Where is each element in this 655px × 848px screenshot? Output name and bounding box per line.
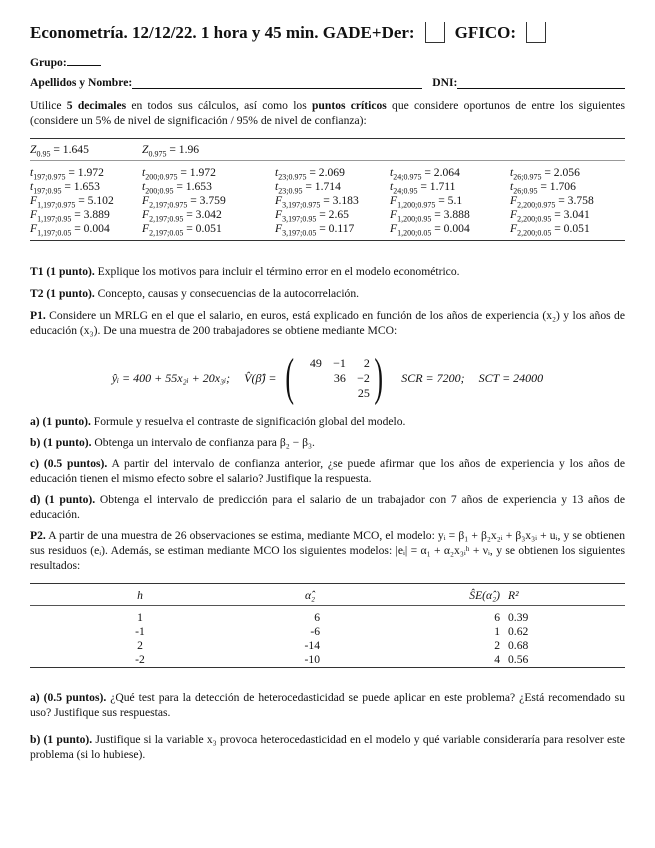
table-cell: 0.62: [508, 624, 529, 638]
table-cell: 4: [494, 652, 500, 666]
critical-value: $F_{3,197;0.975} = 3.183$: [275, 194, 359, 210]
critical-value: $t_{26;0.95} = 1.706$: [510, 180, 576, 196]
group-label: Grupo:: [30, 56, 67, 69]
critical-values-row: [30, 166, 625, 180]
header-r2: R²: [508, 588, 519, 602]
header-se: ŜE(α̂₂): [469, 588, 500, 602]
critical-value: $F_{3,197;0.95} = 2.65$: [275, 208, 349, 224]
title-text: Econometría. 12/12/22. 1 hora y 45 min. GADE+Der:: [30, 22, 415, 42]
matrix-cell: −1: [333, 355, 346, 370]
z-values-row: [30, 143, 625, 157]
table-cell: 6: [494, 610, 500, 624]
table-cell: -1: [135, 624, 145, 638]
table-cell: 6: [314, 610, 320, 624]
critical-value: $F_{2,197;0.05} = 0.051$: [142, 222, 222, 238]
critical-values-row: [30, 194, 625, 208]
matrix-cell: [298, 386, 322, 401]
critical-values-row: [30, 180, 625, 194]
matrix-cell: 2: [363, 355, 370, 370]
table-row: [30, 638, 625, 652]
name-label: Apellidos y Nombre:: [30, 76, 133, 89]
critical-value: $F_{1,197;0.95} = 3.889$: [30, 208, 110, 224]
p1-question-c: c) (0.5 puntos). A partir del intervalo de confianza anterior, ¿se puede afirmar que los años de experiencia y los años de educación tienen el mismo efecto sobre el salario? Justifique la respuesta.: [30, 457, 625, 485]
sct-value: SCT = 24000: [478, 370, 544, 385]
critical-value: $Z_{0.975} = 1.96$: [142, 143, 200, 159]
matrix-cell: 36: [333, 370, 346, 385]
critical-value: $t_{200;0.95} = 1.653$: [142, 180, 212, 196]
matrix-cell: −2: [357, 370, 370, 385]
table-mid-rule: [30, 160, 625, 161]
table-row: [30, 652, 625, 666]
gfico-label: GFICO:: [454, 22, 516, 42]
group-field: [30, 53, 625, 69]
table-cell: 1: [494, 624, 500, 638]
critical-value: $t_{24;0.95} = 1.711$: [390, 180, 456, 196]
critical-value: $t_{24;0.975} = 2.064$: [390, 166, 460, 182]
critical-value: $F_{2,200;0.05} = 0.051$: [510, 222, 590, 238]
p2-table-mid-rule: [30, 605, 625, 606]
p2-question-b: b) (1 punto). Justifique si la variable x₃ provoca heterocedasticidad en el modelo y qué variable consideraría para resolver este problema (si lo hubiese).: [30, 733, 626, 761]
critical-value: $F_{1,197;0.05} = 0.004$: [30, 222, 110, 238]
p2-table-bottom-rule: [30, 667, 625, 668]
critical-value: $F_{2,197;0.95} = 3.042$: [142, 208, 222, 224]
dni-blank[interactable]: [457, 76, 625, 89]
critical-value: $F_{1,200;0.95} = 3.888$: [390, 208, 470, 224]
table-cell: -2: [135, 652, 145, 666]
header-alpha2: α̂₂: [304, 588, 316, 602]
critical-value: $F_{3,197;0.05} = 0.117$: [275, 222, 355, 238]
table-row: [30, 610, 625, 624]
critical-value: $F_{2,200;0.975} = 3.758$: [510, 194, 594, 210]
critical-values-row: [30, 222, 625, 236]
name-field: [30, 76, 625, 89]
problem-p2: P2. A partir de una muestra de 26 observaciones se estima, mediante MCO, el modelo: yᵢ = β₁ + β₂x₂ᵢ + β₃x₃ᵢ + uᵢ, y se obtienen sus residuos (eᵢ). Además, se estiman mediante MCO los siguientes modelos: |eᵢ| = α₁ + α₂x₃ᵢʰ + νᵢ, y se obtienen los siguientes resultados:: [30, 529, 625, 572]
table-cell: -10: [304, 652, 320, 666]
critical-values-row: [30, 208, 625, 222]
regression-equation: ŷᵢ = 400 + 55x₂ᵢ + 20x₃ᵢ;: [111, 370, 231, 385]
table-cell: 1: [137, 610, 143, 624]
p1-question-a: a) (1 punto). Formule y resuelva el contraste de significación global del modelo.: [30, 415, 406, 428]
p2-table-top-rule: [30, 583, 625, 584]
table-top-rule: [30, 138, 625, 139]
p2-question-a: a) (0.5 puntos). ¿Qué test para la detección de heterocedasticidad se puede aplicar en este problema? ¿Está recomendado su uso? Justifique sus respuestas.: [30, 691, 625, 719]
matrix-cell: 25: [357, 385, 370, 400]
p1-question-b: b) (1 punto). Obtenga un intervalo de confianza para β₂ − β₃.: [30, 436, 315, 449]
critical-value: $Z_{0.95} = 1.645$: [30, 143, 89, 159]
group-blank[interactable]: [67, 53, 101, 66]
table-cell: 2: [137, 638, 143, 652]
question-t2: T2 (1 punto). Concepto, causas y consecuencias de la autocorrelación.: [30, 287, 360, 300]
dni-label: DNI:: [432, 76, 458, 89]
critical-value: $t_{197;0.95} = 1.653$: [30, 180, 100, 196]
table-cell: 2: [494, 638, 500, 652]
critical-value: $t_{200;0.975} = 1.972$: [142, 166, 216, 182]
p1-formula: [30, 349, 625, 406]
table-cell: 0.56: [508, 652, 529, 666]
critical-value: $F_{2,200;0.95} = 3.041$: [510, 208, 590, 224]
critical-value: $t_{23;0.975} = 2.069$: [275, 166, 345, 182]
table-bottom-rule: [30, 240, 625, 241]
critical-value: $F_{2,197;0.975} = 3.759$: [142, 194, 226, 210]
matrix-cell: 49: [309, 355, 322, 370]
instructions: Utilice 5 decimales en todos sus cálculos, así como los puntos críticos que considere oportunos de entre los siguientes (considere un 5% de nivel de significación / 95% de nivel de confianza):: [30, 99, 626, 127]
table-header: [30, 588, 625, 602]
table-cell: -14: [304, 638, 320, 652]
critical-value: $F_{1,200;0.05} = 0.004$: [390, 222, 470, 238]
critical-value: $F_{1,200;0.975} = 5.1$: [390, 194, 463, 210]
p1-question-d: d) (1 punto). Obtenga el intervalo de predicción para el salario de un trabajador con 7 años de experiencia y 13 años de educación.: [30, 493, 625, 521]
name-blank[interactable]: [132, 76, 422, 89]
critical-value: $t_{197;0.975} = 1.972$: [30, 166, 104, 182]
exam-title: [30, 22, 625, 43]
header-h: h: [137, 588, 143, 602]
matrix-cell: [298, 371, 322, 386]
problem-p1: P1. Considere un MRLG en el que el salario, en euros, está explicado en función de los años de experiencia (x₂) y los años de educación (x₃). De una muestra de 200 trabajadores se obtiene mediante MCO:: [30, 309, 625, 337]
gfico-checkbox[interactable]: [526, 22, 546, 43]
table-cell: 0.68: [508, 638, 529, 652]
critical-value: $F_{1,197;0.975} = 5.102$: [30, 194, 114, 210]
p2-results-table: [30, 588, 625, 666]
table-cell: -6: [310, 624, 320, 638]
critical-value: $t_{26;0.975} = 2.056$: [510, 166, 580, 182]
question-t1: T1 (1 punto). Explique los motivos para incluir el término error en el modelo econométrico.: [30, 265, 460, 278]
covariance-matrix: V̂(β̂) = ( 49 −1 2 36 −2 25 ): [244, 349, 383, 406]
table-cell: 0.39: [508, 610, 529, 624]
critical-value: $t_{23;0.95} = 1.714$: [275, 180, 341, 196]
matrix-cell: [322, 386, 346, 401]
table-row: [30, 624, 625, 638]
scr-value: SCR = 7200;: [401, 370, 465, 385]
gade-checkbox[interactable]: [425, 22, 445, 43]
